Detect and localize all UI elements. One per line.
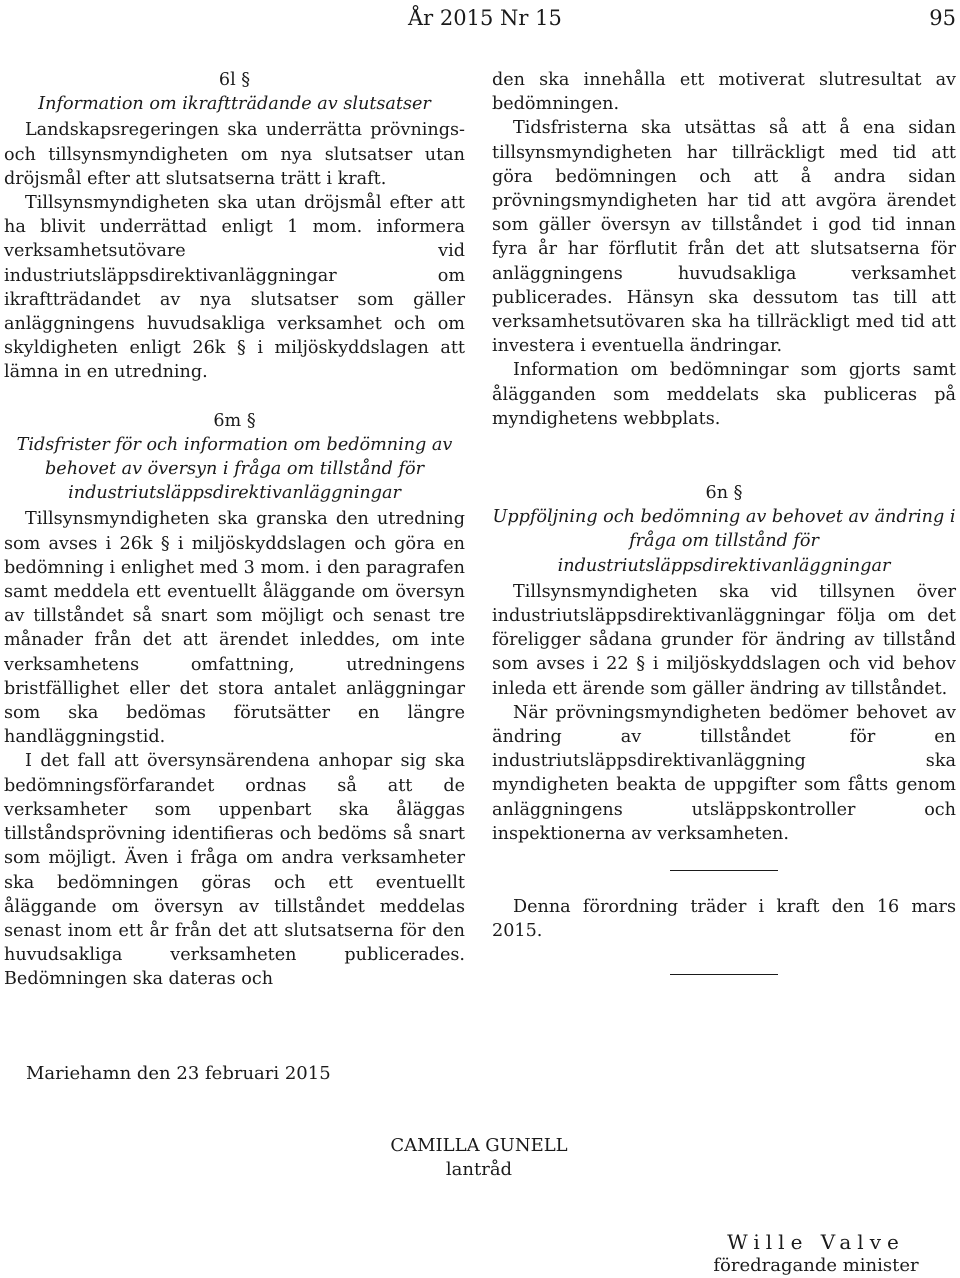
header-page-number: 95	[929, 6, 956, 30]
horizontal-rule	[670, 870, 778, 871]
section-title: Information om ikraftträdande av slutsatser	[38, 94, 431, 115]
left-column	[4, 68, 465, 992]
paragraph-continuation: den ska innehålla ett motiverat slutresultat av bedömningen.	[492, 70, 956, 115]
signature-block-minister	[680, 1230, 952, 1278]
paragraph: I det fall att översynsärendena anhopar sig ska bedömningsförfarandet ordnas så att de verksamheter som uppenbart ska åläggas tillståndsprövning identifieras och bedöms så snart som möjligt. Även i fråga om andra verksamheter ska bedömningen göras och ett eventuellt åläggande om översyn av tillståndet meddelas senast inom ett år från det att slutsatserna för den huvudsakliga verksamheten publicerades. Bedömningen ska dateras och	[4, 751, 465, 990]
section-6n	[492, 481, 956, 846]
signer-name: CAMILLA GUNELL	[390, 1135, 568, 1156]
entry-into-force: Denna förordning träder i kraft den 16 mars 2015.	[492, 897, 956, 942]
section-title: Tidsfrister för och information om bedömning av behovet av översyn i fråga om tillstånd för industriutsläppsdirektivanläggningar	[16, 434, 453, 504]
paragraph: Tillsynsmyndigheten ska granska den utredning som avses i 26k § i miljöskyddslagen och göra en bedömning i enlighet med 3 mom. i den paragrafen samt meddela ett eventuellt åläggande om översyn av tillståndet så snart som möjligt och senast tre månader från det att ärendet inleddes, om inte verksamhetens omfattning, utredningens bristfällighet eller det stora antalet anläggningar som ska bedömas förutsätter en längre handläggningstid.	[4, 509, 465, 748]
section-title: Uppföljning och bedömning av behovet av ändring i fråga om tillstånd för industriutsläppsdirektivanläggningar	[492, 507, 956, 576]
right-column	[492, 68, 956, 975]
place-date: Mariehamn den 23 februari 2015	[26, 1063, 331, 1084]
section-6l	[4, 68, 465, 385]
paragraph: Landskapsregeringen ska underrätta prövnings- och tillsynsmyndigheten om nya slutsatser utan dröjsmål efter att slutsatserna trätt i kraft.	[4, 120, 465, 189]
section-number: 6n §	[705, 483, 743, 504]
paragraph: Information om bedömningar som gjorts samt ålägganden som meddelats ska publiceras på myndighetens webbplats.	[492, 360, 956, 429]
section-number: 6m §	[213, 410, 256, 431]
signer-title: lantråd	[445, 1159, 513, 1180]
horizontal-rule-end	[670, 974, 778, 975]
section-6m	[4, 409, 465, 992]
second-signer-title: föredragande minister	[713, 1255, 919, 1276]
header-year-issue: År 2015 Nr 15	[408, 6, 562, 30]
signature-block-lantrad	[300, 1134, 658, 1182]
paragraph: Tillsynsmyndigheten ska vid tillsynen över industriutsläppsdirektivanläggningar följa om det föreligger sådana grunder för ändring av tillstånd som avses i 22 § i miljöskyddslagen och vid behov inleda ett ärende som gäller ändring av tillståndet.	[492, 581, 956, 699]
paragraph: Tidsfristerna ska utsättas så att å ena sidan tillsynsmyndigheten har tillräckligt med tid att göra bedömningen och att å andra sidan prövningsmyndigheten har tid att avgöra ärendet som gäller översyn av tillståndet i god tid innan fyra år har förflutit från det att slutsatserna för anläggningens huvudsakliga verksamhet publicerades. Hänsyn ska dessutom tas till att verksamhetsutövaren ska ha tillräckligt med tid att investera i eventuella ändringar.	[492, 118, 956, 357]
paragraph: Tillsynsmyndigheten ska utan dröjsmål efter att ha blivit underrättad enligt 1 mom. informera verksamhetsutövare vid industriutsläppsdirektivanläggningar om ikraftträdandet av nya slutsatser som gäller anläggningens huvudsakliga verksamhet och om skyldigheten enligt 26k § i miljöskyddslagen att lämna in en utredning.	[4, 193, 465, 383]
paragraph: När prövningsmyndigheten bedömer behovet av ändring av tillståndet för en industriutsläppsdirektivanläggning ska myndigheten beakta de uppgifter som fåtts genom anläggningens utsläppskontroller och inspektionerna av verksamheten.	[492, 702, 956, 844]
second-signer-name: Wille Valve	[727, 1230, 905, 1254]
section-gap	[4, 385, 465, 409]
section-gap	[492, 431, 956, 481]
section-number: 6l §	[218, 70, 251, 90]
